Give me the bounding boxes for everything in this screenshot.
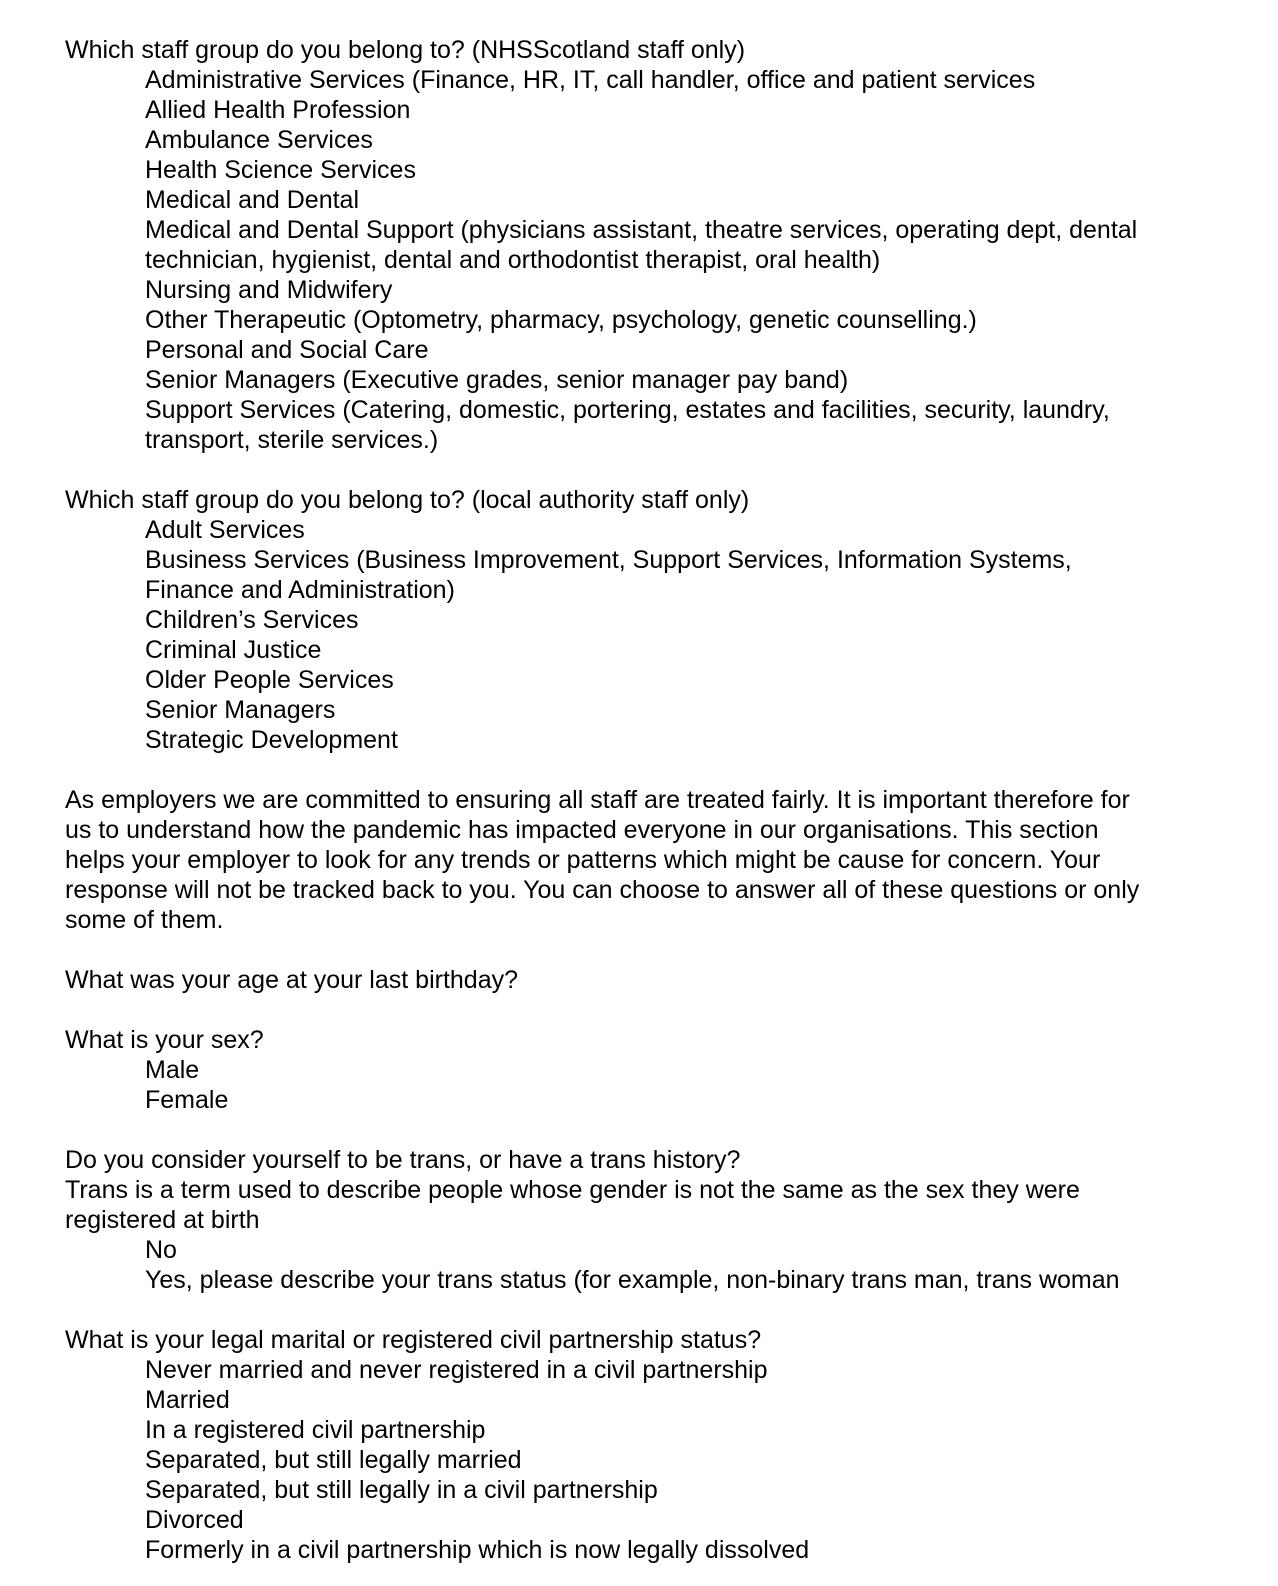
question-text: Which staff group do you belong to? (local authority staff only): [65, 486, 750, 514]
answer-option: Other Therapeutic (Optometry, pharmacy, psychology, genetic counselling.): [145, 306, 977, 334]
answer-option: Married: [145, 1386, 230, 1414]
question-text: What is your legal marital or registered civil partnership status?: [65, 1326, 762, 1354]
paragraph-line: response will not be tracked back to you. You can choose to answer all of these questions or only: [65, 876, 1140, 904]
answer-option: Never married and never registered in a civil partnership: [145, 1356, 768, 1384]
paragraph-line: helps your employer to look for any trends or patterns which might be cause for concern. Your: [65, 846, 1101, 874]
answer-option: Separated, but still legally married: [145, 1446, 522, 1474]
answer-option: Ambulance Services: [145, 126, 373, 154]
answer-option: Finance and Administration): [145, 576, 455, 604]
question-text: What was your age at your last birthday?: [65, 966, 519, 994]
question-block: [65, 1025, 1238, 1115]
question-block: [65, 1325, 1238, 1565]
answer-option: technician, hygienist, dental and orthodontist therapist, oral health): [145, 246, 881, 274]
answer-option: Senior Managers (Executive grades, senior manager pay band): [145, 366, 849, 394]
question-block: [65, 1145, 1238, 1295]
answer-option: Medical and Dental: [145, 186, 360, 214]
answer-option: Formerly in a civil partnership which is now legally dissolved: [145, 1536, 810, 1564]
paragraph-block: [65, 785, 1238, 935]
answer-option: Personal and Social Care: [145, 336, 429, 364]
answer-option: Allied Health Profession: [145, 96, 411, 124]
paragraph-line: us to understand how the pandemic has impacted everyone in our organisations. This section: [65, 816, 1099, 844]
paragraph-line: As employers we are committed to ensuring all staff are treated fairly. It is important therefore for: [65, 786, 1130, 814]
answer-option: Strategic Development: [145, 726, 398, 754]
answer-option: Health Science Services: [145, 156, 416, 184]
answer-option: Yes, please describe your trans status (for example, non-binary trans man, trans woman: [145, 1266, 1120, 1294]
answer-option: Criminal Justice: [145, 636, 322, 664]
question-text: What is your sex?: [65, 1026, 264, 1054]
question-text: Trans is a term used to describe people whose gender is not the same as the sex they were: [65, 1176, 1080, 1204]
answer-option: Medical and Dental Support (physicians assistant, theatre services, operating dept, dental: [145, 216, 1138, 244]
question-text: registered at birth: [65, 1206, 260, 1234]
answer-option: Male: [145, 1056, 200, 1084]
question-block: [65, 965, 1238, 995]
question-text: Do you consider yourself to be trans, or have a trans history?: [65, 1146, 741, 1174]
answer-option: Children’s Services: [145, 606, 359, 634]
answer-option: transport, sterile services.): [145, 426, 439, 454]
question-block: [65, 35, 1238, 455]
answer-option: Nursing and Midwifery: [145, 276, 393, 304]
answer-option: Business Services (Business Improvement, Support Services, Information Systems,: [145, 546, 1072, 574]
answer-option: Administrative Services (Finance, HR, IT, call handler, office and patient services: [145, 66, 1036, 94]
answer-option: Support Services (Catering, domestic, portering, estates and facilities, security, laundry,: [145, 396, 1110, 424]
answer-option: Senior Managers: [145, 696, 336, 724]
document-body: [65, 35, 1238, 1565]
answer-option: Female: [145, 1086, 229, 1114]
answer-option: Adult Services: [145, 516, 305, 544]
paragraph-line: some of them.: [65, 906, 224, 934]
answer-option: No: [145, 1236, 177, 1264]
answer-option: Separated, but still legally in a civil partnership: [145, 1476, 658, 1504]
answer-option: Older People Services: [145, 666, 394, 694]
question-text: Which staff group do you belong to? (NHSScotland staff only): [65, 36, 746, 64]
answer-option: In a registered civil partnership: [145, 1416, 486, 1444]
answer-option: Divorced: [145, 1506, 244, 1534]
question-block: [65, 485, 1238, 755]
